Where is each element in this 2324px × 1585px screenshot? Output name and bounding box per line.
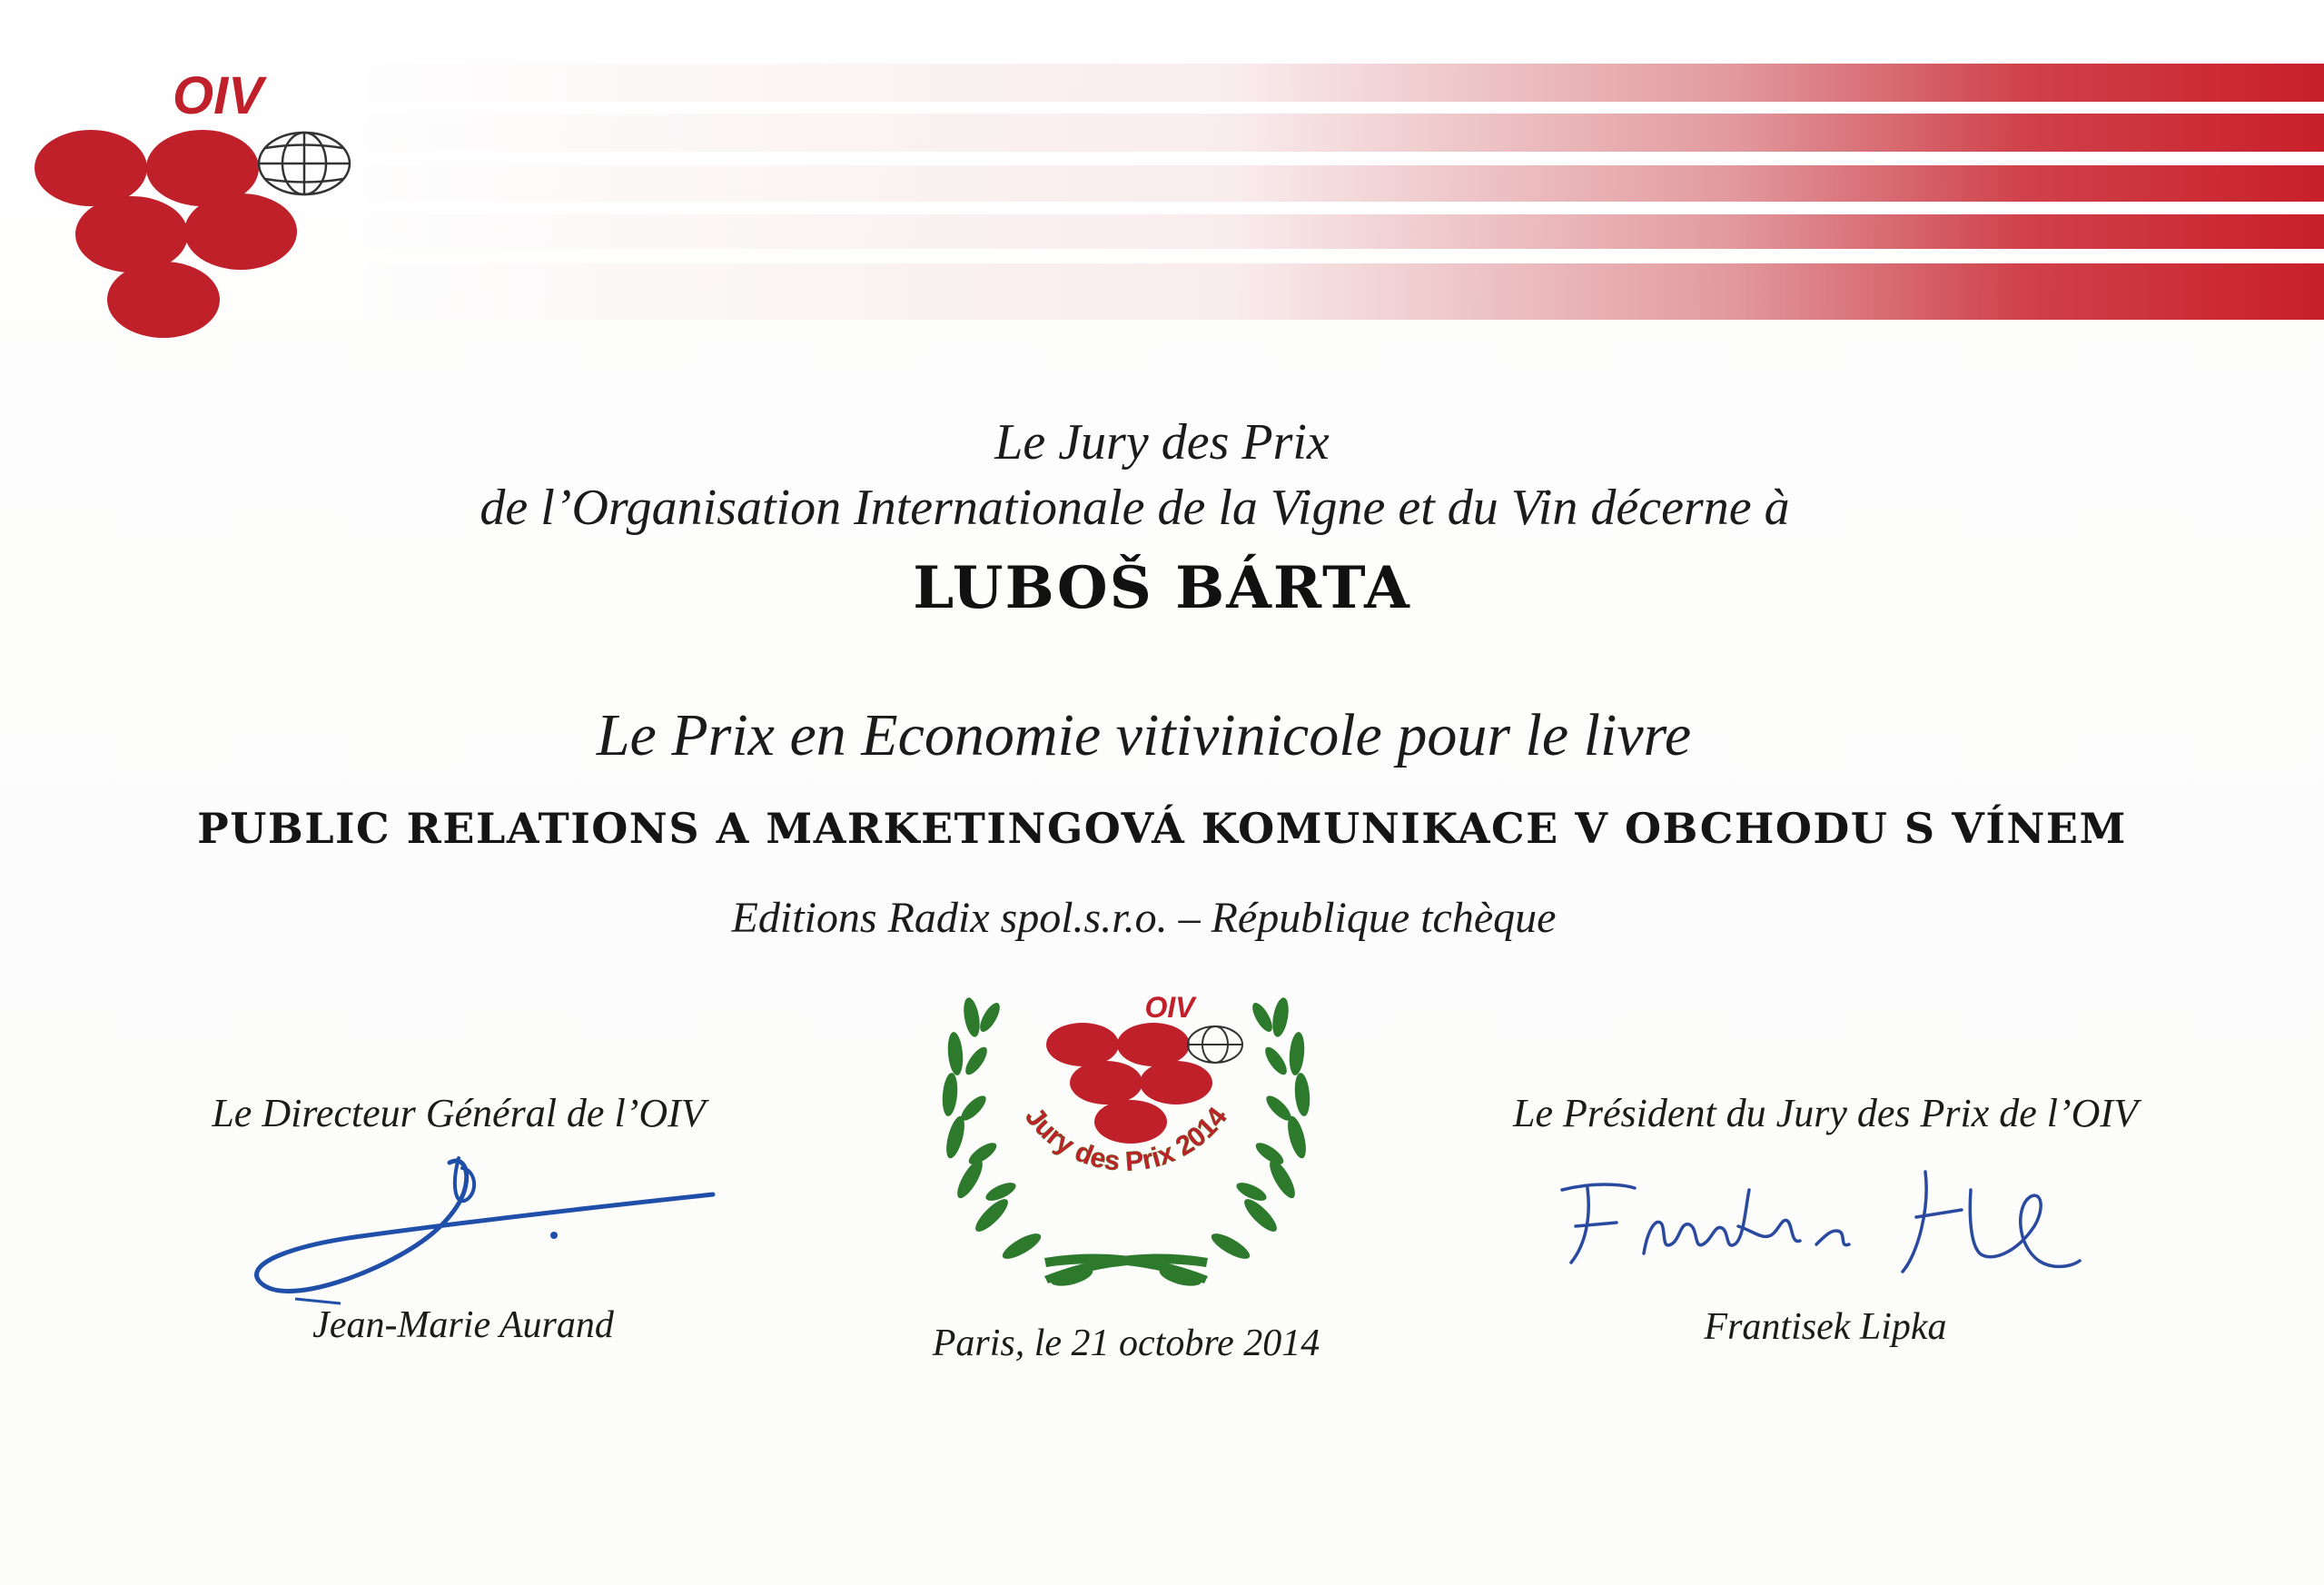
right-signatory-name: Frantisek Lipka <box>1704 1306 1947 1348</box>
publisher-line: Editions Radix spol.s.r.o. – République tchèque <box>731 894 1557 942</box>
place-date: Paris, le 21 octobre 2014 <box>932 1322 1320 1364</box>
left-signature <box>241 1144 731 1317</box>
jury-emblem <box>935 981 1317 1308</box>
emblem-logo-text: OIV <box>1144 991 1195 1024</box>
jury-line-2: de l’Organisation Internationale de la Vigne et du Vin décerne à <box>480 480 1790 536</box>
right-signature <box>1544 1154 2089 1299</box>
left-signatory-name: Jean-Marie Aurand <box>312 1304 614 1346</box>
jury-line-1: Le Jury des Prix <box>994 414 1330 471</box>
oiv-logo <box>0 0 381 345</box>
emblem-ring-text: Jury des Prix 2014 <box>1019 1102 1233 1177</box>
oiv-logo-text: OIV <box>173 66 263 125</box>
book-title: PUBLIC RELATIONS A MARKETINGOVÁ KOMUNIKACE V OBCHODU S VÍNEM <box>197 804 2127 853</box>
recipient-name: LUBOŠ BÁRTA <box>913 554 1411 622</box>
globe-icon <box>259 133 350 194</box>
prize-title: Le Prix en Economie vitivinicole pour le livre <box>596 702 1692 768</box>
emblem-globe-icon <box>1188 1026 1242 1063</box>
right-signatory-role: Le Président du Jury des Prix de l’OIV <box>1513 1091 2138 1135</box>
left-signatory-role: Le Directeur Général de l’OIV <box>212 1091 706 1135</box>
